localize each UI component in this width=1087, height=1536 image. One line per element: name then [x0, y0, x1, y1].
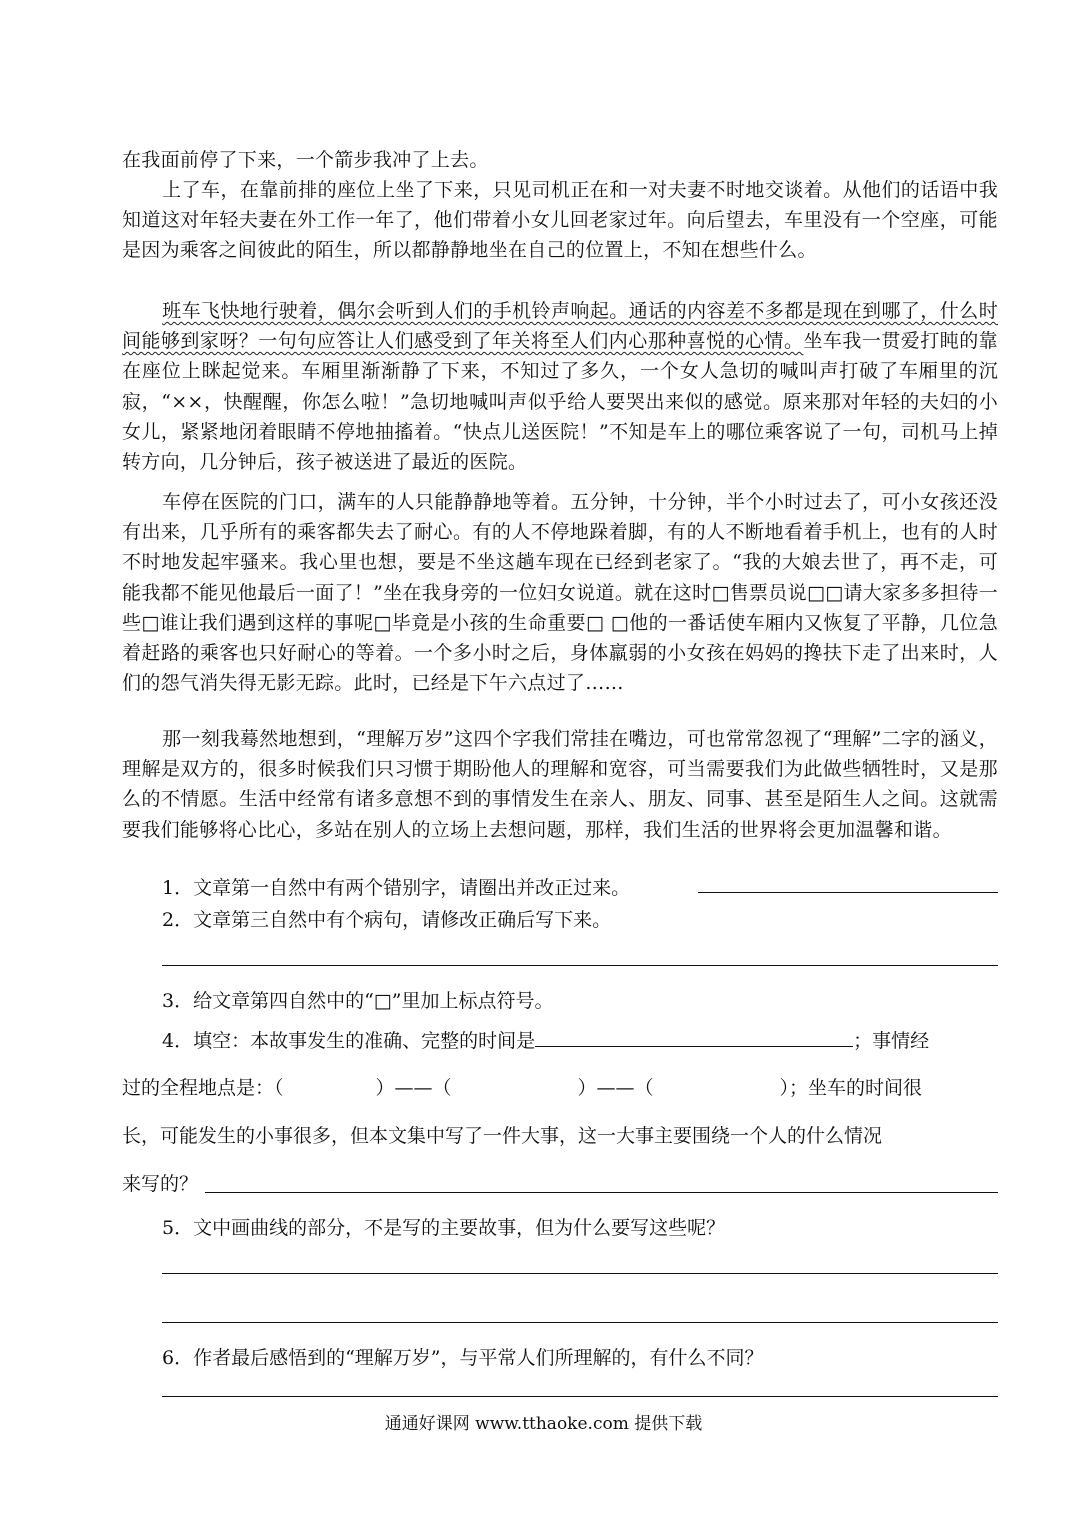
answer-line-q2[interactable]	[162, 965, 998, 966]
answer-line-q6[interactable]	[162, 1396, 998, 1397]
page-footer: 通通好课网 www.tthaoke.com 提供下载	[384, 1414, 703, 1434]
paragraph-5	[122, 724, 998, 845]
paragraph-2	[122, 175, 998, 266]
paragraph-text: 车停在医院的门口，满车的人只能静静地等着。五分钟，十分钟，半个小时过去了，可小女孩还没有出来，几乎所有的乘客都失去了耐心。有的人不停地跺着脚，有的人不断地看着手机上，也有的人时不时地发起牢骚来。我心里也想，要是不坐这趟车现在已经到老家了。“我的大娘去世了，再不走，可能我都不能见他最后一面了！”坐在我身旁的一位妇女说道。就在这时□售票员说□□请大家多多担待一些□谁让我们遇到这样的事呢□毕竟是小孩的生命重要□ □他的一番话使车厢内又恢复了平静，几位急着赶路的乘客也只好耐心的等着。一个多小时之后，身体羸弱的小女孩在妈妈的搀扶下走了出来时，人们的怨气消失得无影无踪。此时，已经是下午六点过了……	[122, 491, 998, 695]
question-5: 5．文中画曲线的部分，不是写的主要故事，但为什么要写这些呢？	[162, 1217, 726, 1239]
answer-blank-time[interactable]	[535, 1045, 853, 1047]
answer-line-q5-a[interactable]	[162, 1273, 998, 1274]
question-4-line1: 4．填空：本故事发生的准确、完整的时间是 ；事情经	[162, 1030, 930, 1052]
paragraph-3	[122, 296, 998, 477]
question-4-line2: 过的全程地点是：（ ）——（ ）——（ ）；坐车的时间很	[122, 1077, 923, 1099]
paragraph-text: 上了车，在靠前排的座位上坐了下来，只见司机正在和一对夫妻不时地交谈着。从他们的话语中我知道这对年轻夫妻在外工作一年了，他们带着小女儿回老家过年。向后望去，车里没有一个空座，可能是因为乘客之间彼此的陌生，所以都静静地坐在自己的位置上，不知在想些什么。	[122, 179, 998, 262]
question-6: 6．作者最后感悟到的“理解万岁”，与平常人们所理解的，有什么不同？	[162, 1347, 764, 1369]
answer-line-q5-b[interactable]	[162, 1322, 998, 1323]
paragraph-text: 那一刻我蓦然地想到，“理解万岁”这四个字我们常挂在嘴边，可也常常忽视了“理解”二字的涵义，理解是双方的，很多时候我们只习惯于期盼他人的理解和宽容，可当需要我们为此做些牺牲时，又是那么的不情愿。生活中经常有诸多意想不到的事情发生在亲人、朋友、同事、甚至是陌生人之间。这就需要我们能够将心比心，多站在别人的立场上去想问题，那样，我们生活的世界将会更加温馨和谐。	[122, 728, 998, 841]
question-2: 2．文章第三自然中有个病句，请修改正确后写下来。	[162, 909, 612, 931]
question-4-line3: 长，可能发生的小事很多，但本文集中写了一件大事，这一大事主要围绕一个人的什么情况	[122, 1125, 883, 1147]
answer-line-q4[interactable]	[205, 1192, 998, 1193]
question-3: 3．给文章第四自然中的“□”里加上标点符号。	[162, 990, 554, 1012]
question-1: 1．文章第一自然中有两个错别字，请圈出并改正过来。	[162, 877, 631, 899]
paragraph-4	[122, 487, 998, 698]
question-4-line4: 来写的？	[122, 1173, 199, 1195]
paragraph-text: 在我面前停了下来，一个箭步我冲了上去。	[122, 149, 489, 171]
answer-line-q1[interactable]	[698, 892, 998, 893]
paragraph-text: 坐车我一贯爱打盹的靠在座位上眯起觉来。车厢里渐渐静了下来，不知过了多久，一个女人急切的喊叫声打破了车厢里的沉寂，“××，快醒醒，你怎么啦！”急切地喊叫声似乎给人要哭出来似的感觉。原来那对年轻的夫妇的小女儿，紧紧地闭着眼睛不停地抽搐着。“快点儿送医院！”不知是车上的哪位乘客说了一句，司机马上掉转方向，几分钟后，孩子被送进了最近的医院。	[122, 330, 998, 474]
wavy-underlined-text: 班车飞快地行驶着，偶尔会听到人们的手机铃声响起。通话的内容差不多都是现在到哪了，什么时间能够到家呀？一句句应答让人们感受到了年关将至人们内心那种喜悦的心情。	[122, 300, 998, 353]
paragraph-continuation	[122, 145, 998, 175]
